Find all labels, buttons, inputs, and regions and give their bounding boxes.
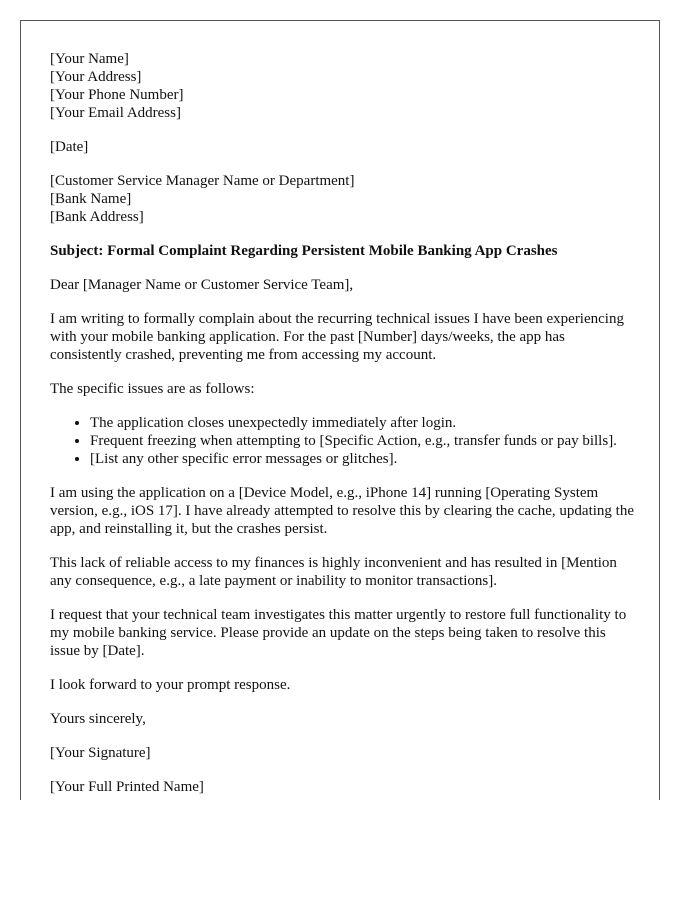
recipient-block — [50, 172, 636, 226]
letter-body — [50, 50, 636, 800]
salutation: Dear [Manager Name or Customer Service Team], — [50, 277, 354, 293]
impact-paragraph: This lack of reliable access to my finances is highly inconvenient and has resulted in [Mention any consequence, e.g., a late payment or inability to monitor transactions]. — [50, 555, 617, 589]
request-paragraph: I request that your technical team investigates this matter urgently to restore full functionality to my mobile banking service. Please provide an update on the steps being taken to resolve this issue by [Date]. — [50, 607, 627, 659]
recipient-bank-address: [Bank Address] — [50, 209, 144, 225]
list-item: • The application closes unexpectedly immediately after login. — [90, 414, 636, 432]
printed-name: [Your Full Printed Name] — [50, 779, 204, 795]
sender-name: [Your Name] — [50, 51, 129, 67]
sender-address: [Your Address] — [50, 69, 142, 85]
signature-placeholder: [Your Signature] — [50, 745, 151, 761]
sender-phone: [Your Phone Number] — [50, 87, 184, 103]
list-item: • [List any other specific error messages or glitches]. — [90, 450, 636, 468]
subject-line: Subject: Formal Complaint Regarding Persistent Mobile Banking App Crashes — [50, 243, 558, 259]
device-paragraph: I am using the application on a [Device Model, e.g., iPhone 14] running [Operating System version, e.g., iOS 17]. I have already attempted to resolve this by clearing the cache, updating the app, and reinstalling it, but the crashes persist. — [50, 485, 634, 537]
sender-block — [50, 50, 636, 122]
letter-page — [20, 20, 660, 800]
sender-email: [Your Email Address] — [50, 105, 181, 121]
issues-lead-paragraph: The specific issues are as follows: — [50, 381, 255, 397]
list-item: • Frequent freezing when attempting to [Specific Action, e.g., transfer funds or pay bills]. — [90, 432, 636, 450]
recipient-bank-name: [Bank Name] — [50, 191, 132, 207]
issues-list — [50, 414, 636, 468]
signoff: Yours sincerely, — [50, 711, 146, 727]
closing-paragraph: I look forward to your prompt response. — [50, 677, 291, 693]
intro-paragraph: I am writing to formally complain about the recurring technical issues I have been experiencing with your mobile banking application. For the past [Number] days/weeks, the app has consistently crashed, preventing me from accessing my account. — [50, 311, 624, 363]
letter-date: [Date] — [50, 139, 89, 155]
recipient-contact: [Customer Service Manager Name or Department] — [50, 173, 355, 189]
